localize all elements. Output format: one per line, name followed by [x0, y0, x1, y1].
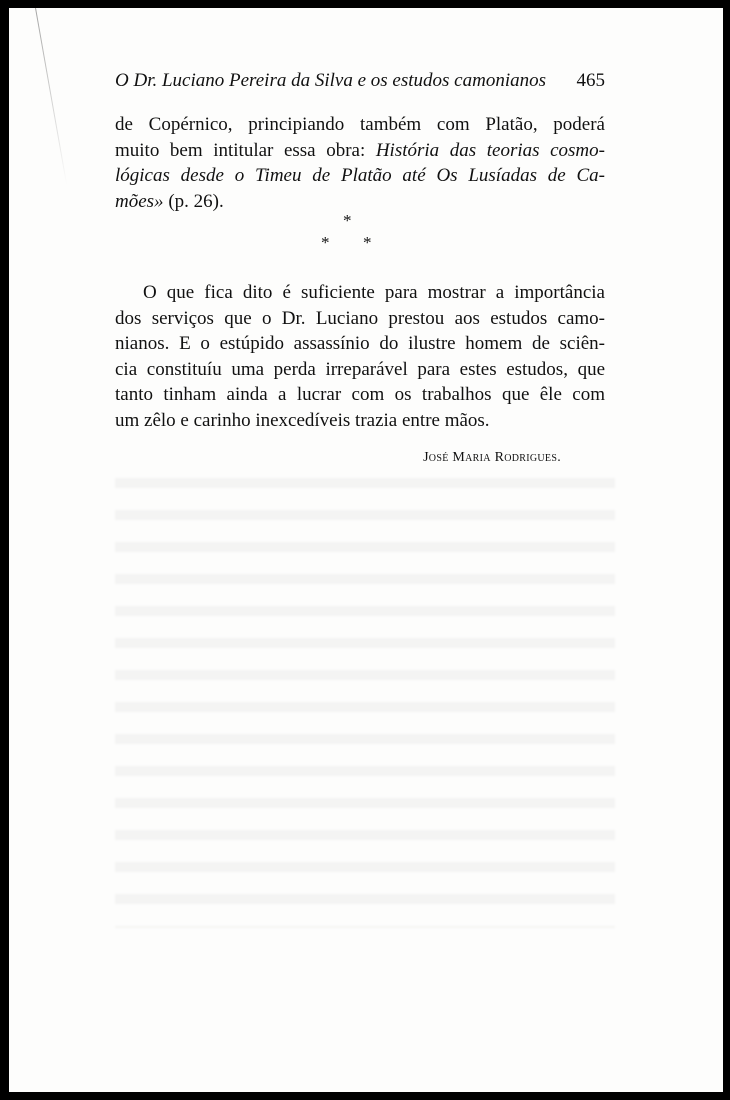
show-through-text	[115, 478, 615, 928]
asterism-bottom-right: *	[363, 233, 372, 252]
book-title-part-1: História das teorias cosmo-	[375, 139, 605, 161]
page-crease	[35, 8, 67, 185]
paragraph-1-line-1: de Copérnico, principiando também com Platão, poderá	[115, 114, 605, 135]
page-reference: (p. 26).	[163, 190, 224, 212]
paragraph-2-line-6: um zêlo e carinho inexcedíveis trazia entre mãos.	[115, 409, 490, 431]
paragraph-1	[115, 112, 605, 214]
paragraph-1-line-2-text: muito bem intitular essa obra:	[115, 139, 376, 161]
author-signature: José Maria Rodrigues.	[423, 450, 561, 465]
paragraph-1-line-4	[115, 189, 605, 215]
asterism-bottom-left: *	[321, 233, 330, 252]
paragraph-2	[115, 280, 605, 433]
asterism-top: *	[343, 211, 352, 230]
running-title: O Dr. Luciano Pereira da Silva e os estudos camonianos	[115, 70, 546, 91]
paragraph-2-line-4: cia constituíu uma perda irreparável para estes estudos, que	[115, 358, 605, 380]
section-asterism	[319, 212, 375, 252]
paragraph-2-line-2: dos serviços que o Dr. Luciano prestou aos estudos camo-	[115, 307, 605, 329]
book-page	[9, 8, 723, 1092]
book-title-part-3: mões»	[115, 190, 164, 212]
running-header	[115, 70, 605, 92]
paragraph-1-line-2	[115, 138, 605, 164]
paragraph-2-line-3: nianos. E o estúpido assassínio do ilustre homem de sciên-	[115, 333, 605, 354]
paragraph-2-line-5: tanto tinham ainda a lucrar com os trabalhos que êle com	[115, 384, 605, 405]
book-title-part-2: lógicas desde o Timeu de Platão até Os Lusíadas de Ca-	[115, 165, 605, 186]
paragraph-2-line-1: O que fica dito é suficiente para mostrar a importância	[143, 282, 605, 303]
page-number: 465	[576, 70, 605, 91]
paragraph-1-line-3	[115, 163, 605, 189]
